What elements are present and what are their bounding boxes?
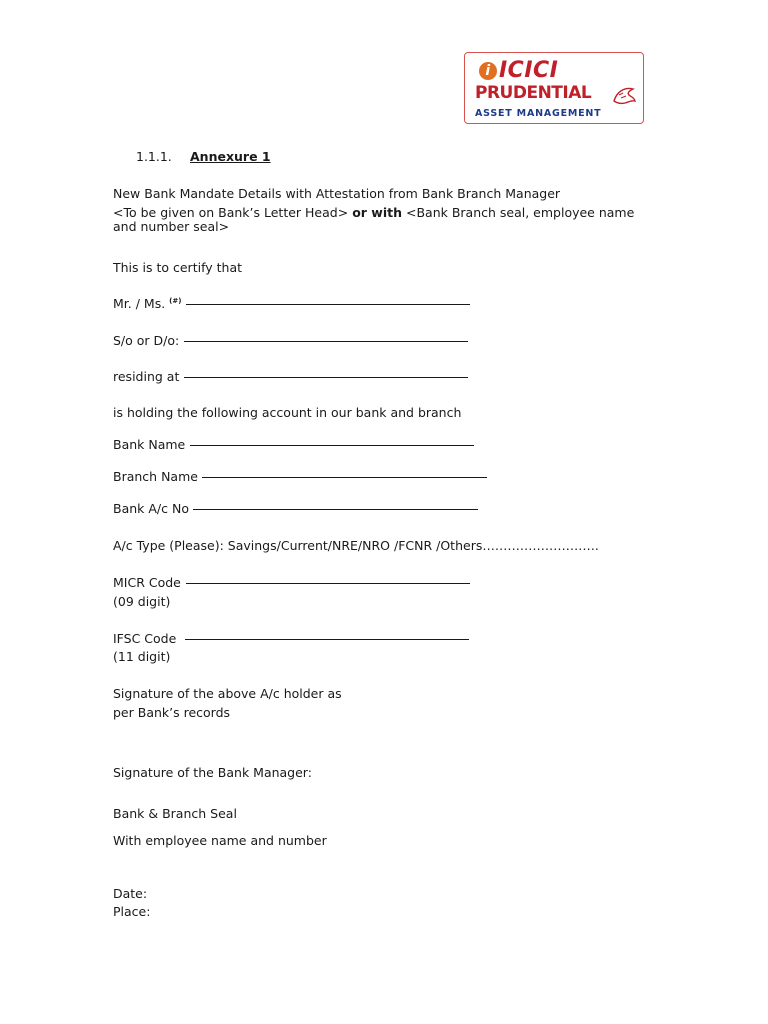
section-title: Annexure 1 (190, 149, 271, 164)
residing-field[interactable] (184, 377, 468, 378)
ifsc-label: IFSC Code (113, 631, 177, 646)
lion-icon (611, 83, 637, 107)
mr-ms-label (113, 296, 181, 311)
mr-ms-footnote: (#) (169, 296, 182, 305)
so-do-label: S/o or D/o: (113, 333, 180, 348)
holding-text: is holding the following account in our bank and branch (113, 405, 462, 420)
holder-signature-line-1: Signature of the above A/c holder as (113, 686, 342, 701)
account-no-field[interactable] (193, 509, 478, 510)
section-number: 1.1.1. (136, 149, 172, 164)
manager-signature-label: Signature of the Bank Manager: (113, 765, 312, 780)
branch-name-label: Branch Name (113, 469, 198, 484)
date-label: Date: (113, 886, 148, 901)
place-label: Place: (113, 904, 151, 919)
residing-label: residing at (113, 369, 180, 384)
micr-digits: (09 digit) (113, 594, 171, 609)
micr-field[interactable] (186, 583, 470, 584)
so-do-field[interactable] (184, 341, 468, 342)
ifsc-field[interactable] (185, 639, 469, 640)
mr-ms-field[interactable] (186, 304, 470, 305)
logo-line-2: PRUDENTIAL (475, 83, 592, 103)
employee-label: With employee name and number (113, 833, 327, 848)
company-logo (464, 52, 644, 124)
account-no-label: Bank A/c No (113, 501, 189, 516)
certify-text: This is to certify that (113, 260, 243, 275)
bank-seal-label: Bank & Branch Seal (113, 806, 237, 821)
micr-label: MICR Code (113, 575, 181, 590)
intro-line-3: and number seal> (113, 219, 230, 234)
logo-icici-text (479, 58, 558, 83)
account-type-text: A/c Type (Please): Savings/Current/NRE/NRO /FCNR /Others………………………. (113, 538, 599, 553)
intro-letterhead-text: <To be given on Bank’s Letter Head> (113, 205, 349, 220)
logo-line-3: ASSET MANAGEMENT (475, 108, 602, 119)
intro-line-2 (113, 205, 634, 220)
bank-name-field[interactable] (190, 445, 474, 446)
intro-or-with: or with (352, 205, 402, 220)
mr-ms-text: Mr. / Ms. (113, 296, 166, 311)
logo-line-1: ICICI (499, 58, 559, 83)
branch-name-field[interactable] (202, 477, 487, 478)
ifsc-digits: (11 digit) (113, 649, 171, 664)
intro-line-1: New Bank Mandate Details with Attestation from Bank Branch Manager (113, 186, 561, 201)
intro-seal-text: <Bank Branch seal, employee name (405, 205, 635, 220)
holder-signature-line-2: per Bank’s records (113, 705, 231, 720)
logo-mark-icon: i (479, 62, 497, 80)
bank-name-label: Bank Name (113, 437, 186, 452)
